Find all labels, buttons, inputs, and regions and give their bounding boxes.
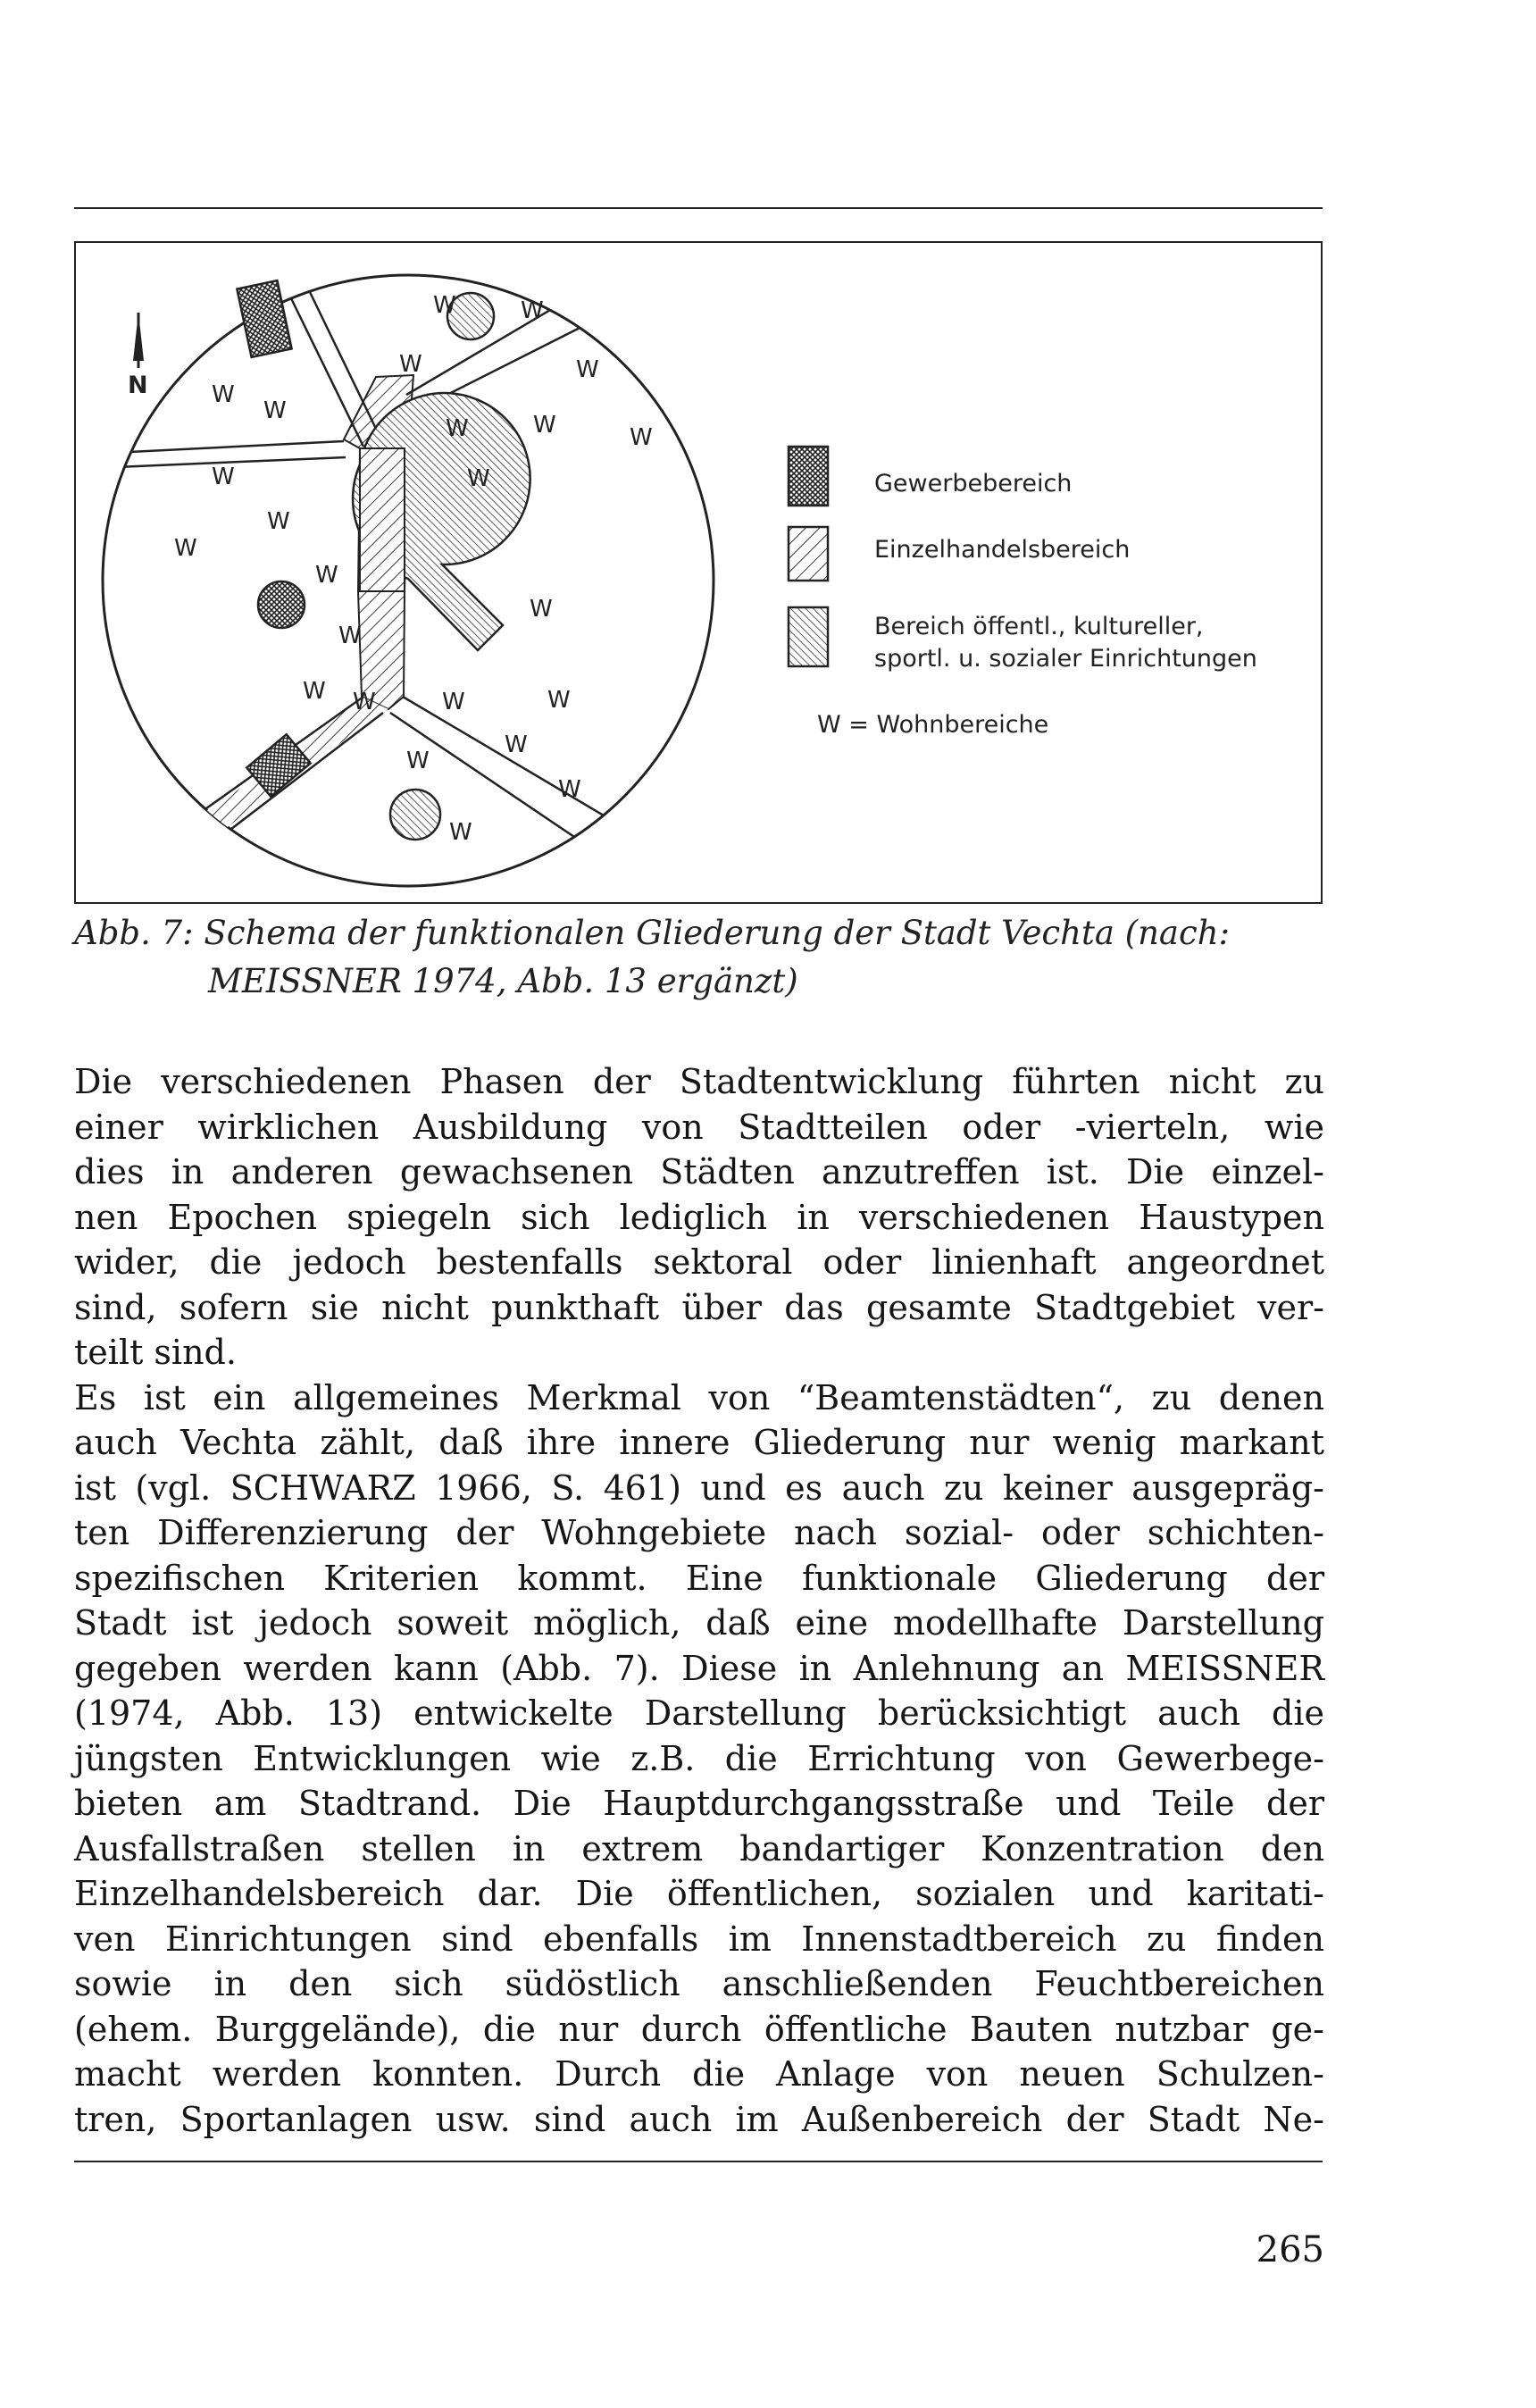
w-mark: W	[521, 297, 544, 324]
north-arrow-icon	[128, 313, 148, 399]
legend-swatch-public	[789, 607, 828, 666]
text-line: ven Einrichtungen sind ebenfalls im Innenstadtbereich zu finden	[74, 1919, 1324, 1959]
text-line: ist (vgl. SCHWARZ 1966, S. 461) und es auch zu keiner ausgepräg-	[74, 1467, 1324, 1508]
north-label: N	[128, 372, 148, 399]
text-line: Ausfallstraßen stellen in extrem bandartiger Konzentration den	[74, 1828, 1324, 1869]
caption-line: Abb. 7: Schema der funktionalen Gliederung der Stadt Vechta (nach:	[74, 914, 1230, 952]
commercial-circle-west	[258, 581, 305, 628]
w-mark: W	[433, 292, 456, 319]
text-line: teilt sind.	[74, 1333, 237, 1372]
text-line: sowie in den sich südöstlich anschließenden Feuchtbereichen	[74, 1964, 1324, 2003]
legend-w-definition: W = Wohnbereiche	[817, 711, 1049, 739]
w-mark: W	[449, 819, 472, 846]
text-line: bieten am Stadtrand. Die Hauptdurchgangsstraße und Teile der	[74, 1784, 1324, 1823]
body-text	[74, 1059, 1324, 2142]
text-line: einer wirklichen Ausbildung von Stadtteilen oder -vierteln, wie	[74, 1107, 1324, 1147]
legend-label-public-line2: sportl. u. sozialer Einrichtungen	[874, 645, 1257, 673]
text-line: gegeben werden kann (Abb. 7). Diese in Anlehnung an MEISSNER	[74, 1648, 1324, 1688]
text-line: (1974, Abb. 13) entwickelte Darstellung berücksichtigt auch die	[74, 1693, 1324, 1733]
legend-swatch-retail	[789, 527, 828, 581]
w-mark: W	[533, 412, 556, 439]
figure-caption	[74, 909, 1324, 1006]
w-mark: W	[267, 508, 290, 535]
legend-label-public-line1: Bereich öffentl., kultureller,	[874, 613, 1204, 640]
w-mark: W	[399, 351, 422, 378]
text-line: tren, Sportanlagen usw. sind auch im Außenbereich der Stadt Ne-	[74, 2099, 1324, 2139]
figure-frame	[74, 241, 1323, 904]
w-mark: W	[442, 689, 465, 715]
text-line: Die verschiedenen Phasen der Stadtentwicklung führten nicht zu	[74, 1062, 1324, 1101]
w-mark: W	[212, 381, 235, 408]
w-mark: W	[530, 596, 553, 623]
facility-circle-south	[390, 790, 440, 840]
w-mark: W	[547, 687, 571, 714]
bottom-rule	[74, 2161, 1323, 2162]
caption-line: MEISSNER 1974, Abb. 13 ergänzt)	[208, 962, 798, 1000]
text-line: wider, die jedoch bestenfalls sektoral oder linienhaft angeordnet	[74, 1242, 1324, 1282]
w-mark: W	[212, 464, 235, 490]
w-mark: W	[353, 689, 376, 715]
w-mark: W	[338, 623, 362, 649]
text-line: macht werden konnten. Durch die Anlage von neuen Schulzen-	[74, 2054, 1324, 2094]
page-number: 265	[1256, 2229, 1324, 2270]
text-line: dies in anderen gewachsenen Städten anzutreffen ist. Die einzel-	[74, 1152, 1324, 1191]
text-line: jüngsten Entwicklungen wie z.B. die Errichtung von Gewerbege-	[74, 1738, 1324, 1778]
w-mark: W	[174, 535, 197, 562]
text-line: Es ist ein allgemeines Merkmal von “Beamtenstädten“, zu denen	[74, 1377, 1324, 1417]
w-mark: W	[446, 415, 469, 442]
w-mark: W	[315, 562, 338, 589]
text-line: ten Differenzierung der Wohngebiete nach sozial- oder schichten-	[74, 1513, 1324, 1552]
legend-label-commercial: Gewerbebereich	[874, 470, 1073, 497]
w-mark: W	[630, 424, 653, 451]
w-mark: W	[406, 748, 430, 774]
w-mark: W	[467, 465, 490, 492]
text-line: spezifischen Kriterien kommt. Eine funktionale Gliederung der	[74, 1558, 1324, 1598]
legend-swatch-commercial	[789, 447, 828, 506]
text-line: Einzelhandelsbereich dar. Die öffentlichen, sozialen und karitati-	[74, 1874, 1324, 1913]
top-rule	[74, 207, 1323, 209]
text-line: (ehem. Burggelände), die nur durch öffentliche Bauten nutzbar ge-	[74, 2009, 1324, 2049]
text-line: auch Vechta zählt, daß ihre innere Gliederung nur wenig markant	[74, 1423, 1324, 1462]
w-mark: W	[505, 732, 528, 758]
text-line: nen Epochen spiegeln sich lediglich in verschiedenen Haustypen	[74, 1197, 1324, 1237]
w-mark: W	[303, 678, 326, 705]
w-mark: W	[263, 397, 287, 424]
legend	[789, 447, 1257, 739]
w-mark: W	[576, 356, 599, 383]
legend-label-retail: Einzelhandelsbereich	[874, 536, 1131, 564]
w-mark: W	[558, 776, 581, 803]
text-line: sind, sofern sie nicht punkthaft über das gesamte Stadtgebiet ver-	[74, 1287, 1324, 1327]
city-scheme-diagram	[76, 243, 1321, 902]
text-line: Stadt ist jedoch soweit möglich, daß eine modellhafte Darstellung	[74, 1603, 1324, 1643]
